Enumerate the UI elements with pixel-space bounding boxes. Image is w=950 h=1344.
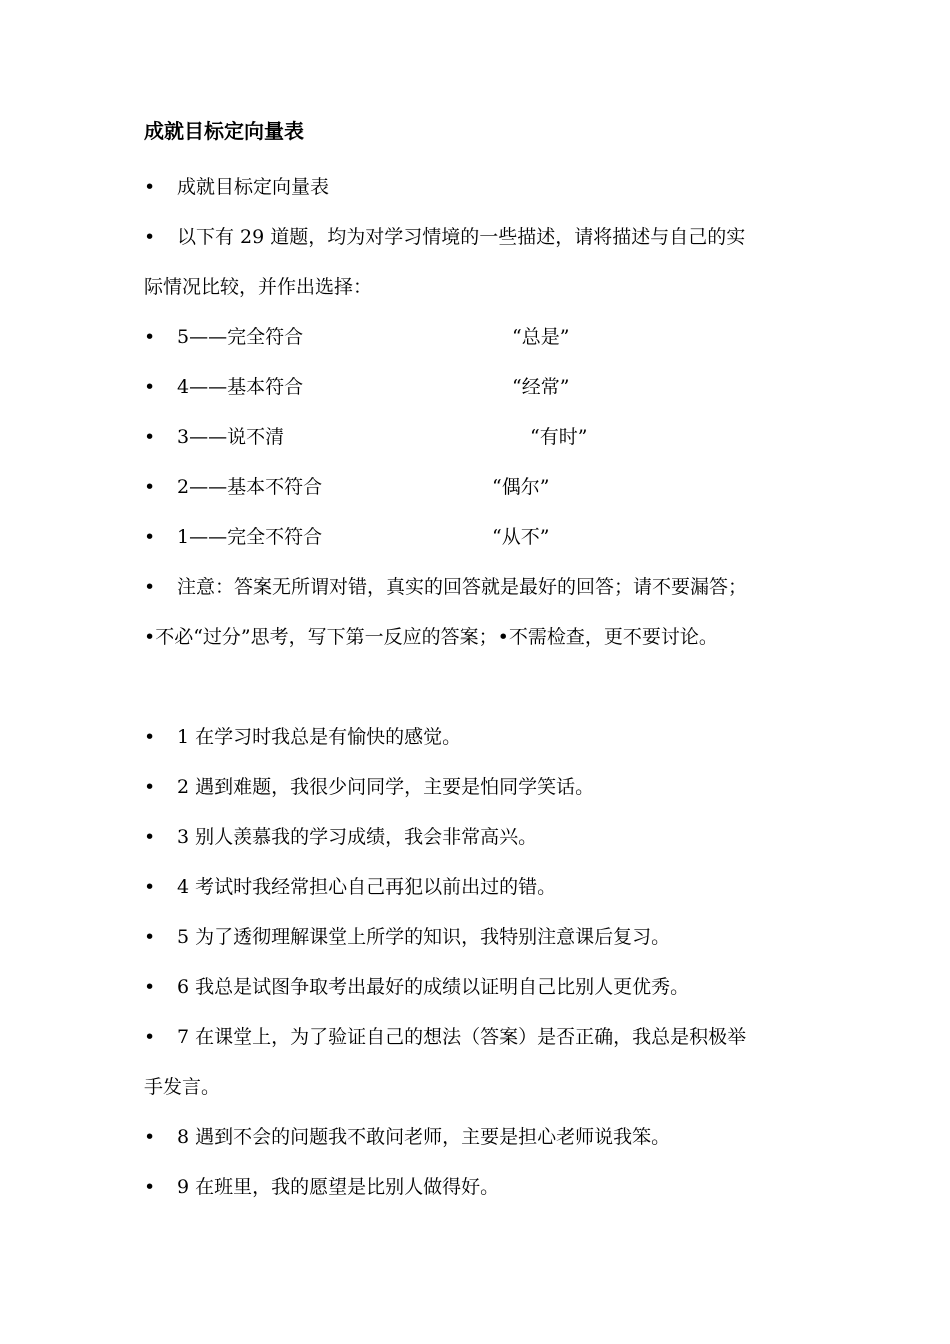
question-item [144,772,594,802]
question-text: 8 遇到不会的问题我不敢问老师，主要是担心老师说我笨。 [177,1126,671,1148]
bullet: • [144,376,156,398]
bullet: • [144,926,156,948]
scale-quote: “总是” [512,326,570,348]
question-item [144,1022,746,1052]
scale-label: 3——说不清 [177,426,285,448]
instructions-line [144,222,745,252]
scale-label: 5——完全符合 [177,326,304,348]
instructions-continuation: 际情况比较，并作出选择： [144,276,373,298]
question-item [144,922,670,952]
scale-quote: “从不” [492,526,550,548]
scale-row [144,322,303,352]
scale-label: 2——基本不符合 [177,476,323,498]
scale-row [144,522,322,552]
question-text: 4 考试时我经常担心自己再犯以前出过的错。 [177,876,557,898]
bullet: • [144,1126,156,1148]
bullet: • [144,826,156,848]
document-title: 成就目标定向量表 [144,119,304,143]
question-text: 1 在学习时我总是有愉快的感觉。 [177,726,462,748]
scale-label: 1——完全不符合 [177,526,323,548]
bullet: • [144,1176,156,1198]
question-text: 5 为了透彻理解课堂上所学的知识，我特别注意课后复习。 [177,926,671,948]
note-continuation: •不必“过分”思考，写下第一反应的答案；•不需检查，更不要讨论。 [144,626,718,648]
question-item [144,1122,670,1152]
question-text: 7 在课堂上，为了验证自己的想法（答案）是否正确，我总是积极举 [177,1026,747,1048]
bullet: • [144,476,156,498]
intro-heading: 成就目标定向量表 [177,176,330,198]
question-item [144,972,689,1002]
question-item [144,722,461,752]
note-line [144,572,747,602]
scale-row [144,422,284,452]
question-text: 6 我总是试图争取考出最好的成绩以证明自己比别人更优秀。 [177,976,690,998]
bullet: • [144,776,156,798]
question-item [144,822,537,852]
question-item [144,872,556,902]
question-continuation: 手发言。 [144,1076,221,1098]
bullet: • [144,326,156,348]
bullet: • [144,176,156,198]
bullet: • [144,576,156,598]
scale-quote: “有时” [530,426,588,448]
question-item [144,1172,499,1202]
bullet: • [144,876,156,898]
bullet: • [144,226,156,248]
note-text: 注意：答案无所谓对错，真实的回答就是最好的回答；请不要漏答； [177,576,748,598]
scale-row [144,472,322,502]
bullet: • [144,426,156,448]
bullet: • [144,726,156,748]
scale-quote: “偶尔” [492,476,550,498]
question-text: 3 别人羡慕我的学习成绩，我会非常高兴。 [177,826,538,848]
question-text: 9 在班里，我的愿望是比别人做得好。 [177,1176,500,1198]
instructions-text: 以下有 29 道题，均为对学习情境的一些描述，请将描述与自己的实 [177,226,746,248]
bullet: • [144,976,156,998]
scale-row [144,372,303,402]
bullet: • [144,526,156,548]
scale-label: 4——基本符合 [177,376,304,398]
scale-quote: “经常” [512,376,570,398]
bullet: • [144,1026,156,1048]
intro-heading-line [144,172,329,202]
question-text: 2 遇到难题，我很少问同学，主要是怕同学笑话。 [177,776,595,798]
